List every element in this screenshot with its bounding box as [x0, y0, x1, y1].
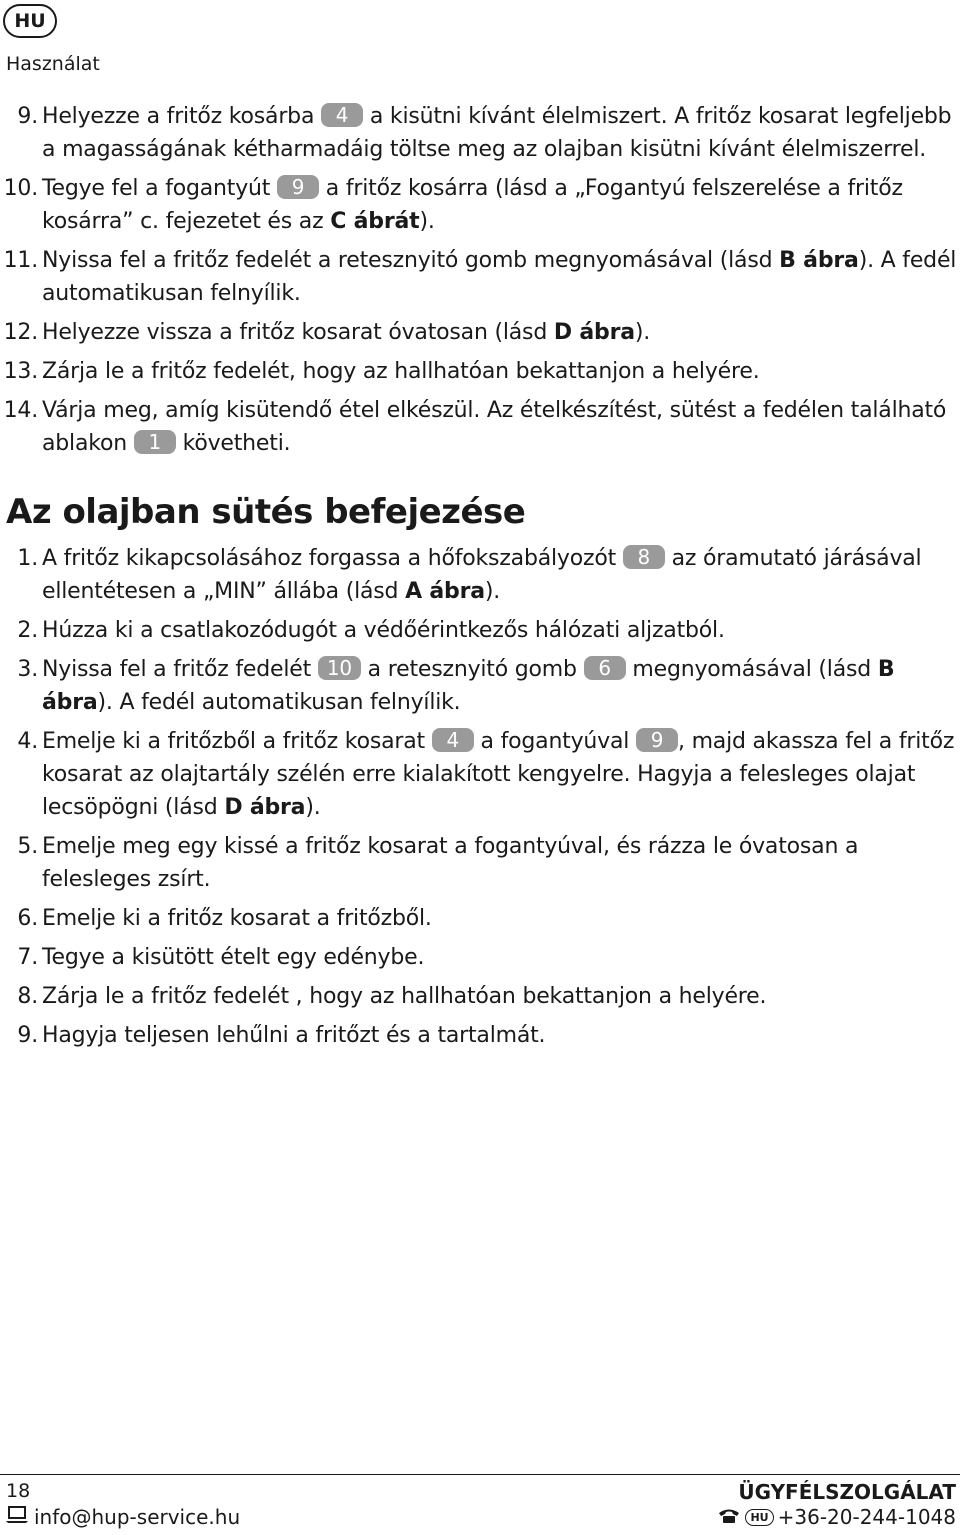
list-item [0, 941, 960, 974]
step-number: 14. [3, 398, 38, 423]
support-phone [717, 1505, 956, 1529]
hu-mark: HU [745, 1509, 773, 1526]
step-text: Zárja le a fritőz fedelét, hogy az hallhatóan bekattanjon a helyére. [42, 359, 760, 384]
step-text: ). A fedél automatikusan felnyílik. [97, 690, 461, 715]
part-reference-badge: 8 [623, 545, 665, 569]
step-text: ). [634, 320, 651, 345]
step-text: az óramutató járásával ellentétesen a „MIN” állába (lásd [42, 546, 922, 604]
step-text: Emelje meg egy kissé a fritőz kosarat a fogantyúval, és rázza le óvatosan a felesleges zsírt. [42, 834, 859, 892]
step-number: 13. [3, 359, 38, 384]
list-item [0, 1019, 960, 1052]
part-reference-badge: 4 [321, 103, 363, 127]
step-number: 8. [17, 984, 38, 1009]
figure-reference: D ábra [224, 795, 306, 820]
list-item [0, 653, 960, 719]
part-reference-badge: 1 [134, 430, 176, 454]
figure-reference: A ábra [405, 579, 485, 604]
step-text: Emelje ki a fritőz kosarat a fritőzből. [42, 906, 432, 931]
steps-list-finishing [0, 542, 960, 1058]
part-reference-badge: 6 [584, 656, 626, 680]
phone-number: +36-20-244-1048 [777, 1505, 956, 1529]
list-item [0, 172, 960, 238]
step-text: Helyezze a fritőz kosárba [42, 104, 322, 129]
step-number: 7. [17, 945, 38, 970]
step-text: Hagyja teljesen lehűlni a fritőzt és a tartalmát. [42, 1023, 546, 1048]
step-text: A fritőz kikapcsolásához forgassa a hőfokszabályozót [42, 546, 623, 571]
section-label: Használat [6, 53, 100, 75]
step-number: 2. [17, 618, 38, 643]
list-item [0, 394, 960, 460]
step-text: ). [484, 579, 501, 604]
step-text: ). [305, 795, 321, 820]
step-text: Várja meg, amíg kisütendő étel elkészül. Az ételkészítést, sütést a fedélen található ablakon [42, 398, 947, 456]
step-text: a retesznyitó gomb [360, 657, 584, 682]
list-item [0, 244, 960, 310]
step-text: Tegye fel a fogantyút [42, 176, 278, 201]
section-heading: Az olajban sütés befejezése [6, 492, 526, 532]
step-text: ). A fedél automatikusan felnyílik. [42, 248, 957, 306]
step-number: 1. [17, 546, 38, 571]
step-number: 6. [17, 906, 38, 931]
step-number: 5. [17, 834, 38, 859]
step-text: Zárja le a fritőz fedelét , hogy az hallhatóan bekattanjon a helyére. [42, 984, 767, 1009]
step-number: 4. [17, 729, 38, 754]
list-item [0, 830, 960, 896]
step-number: 10. [3, 176, 38, 201]
step-text: a fogantyúval [473, 729, 636, 754]
figure-reference: C ábrát [330, 209, 420, 234]
list-item [0, 725, 960, 824]
list-item [0, 316, 960, 349]
laptop-icon [6, 1505, 28, 1529]
list-item [0, 614, 960, 647]
step-text: Nyissa fel a fritőz fedelét a retesznyitó gomb megnyomásával (lásd [42, 248, 780, 273]
figure-reference: B ábra [779, 248, 859, 273]
step-text: Nyissa fel a fritőz fedelét [42, 657, 318, 682]
step-text: a kisütni kívánt élelmiszert. A fritőz kosarat legfeljebb a magasságának kétharmadáig töltse meg az olajban kisütni kívánt élelmiszerrel. [42, 104, 952, 162]
list-item [0, 355, 960, 388]
step-text: Húzza ki a csatlakozódugót a védőérintkezős hálózati aljzatból. [42, 618, 725, 643]
list-item [0, 902, 960, 935]
figure-reference: B ábra [42, 657, 895, 715]
part-reference-badge: 10 [318, 656, 361, 680]
step-text: Tegye a kisütött ételt egy edénybe. [42, 945, 425, 970]
phone-icon [717, 1505, 741, 1529]
step-text: , majd akassza fel a fritőz kosarat az olajtartály szélén erre kialakított kengyelre. Hagyja a felesleges olajat lecsöpögni (lásd [42, 729, 955, 820]
list-item [0, 542, 960, 608]
step-number: 9. [17, 1023, 38, 1048]
part-reference-badge: 9 [277, 175, 319, 199]
step-number: 11. [3, 248, 38, 273]
step-text: megnyomásával (lásd [625, 657, 878, 682]
language-badge: HU [3, 4, 57, 38]
step-text: Helyezze vissza a fritőz kosarat óvatosan (lásd [42, 320, 554, 345]
step-text: követheti. [175, 431, 291, 456]
part-reference-badge: 4 [432, 728, 474, 752]
steps-list-continued [0, 100, 960, 466]
step-number: 3. [17, 657, 38, 682]
footer-divider [0, 1474, 960, 1475]
support-email [6, 1505, 240, 1529]
list-item [0, 100, 960, 166]
figure-reference: D ábra [553, 320, 635, 345]
page-number: 18 [6, 1480, 31, 1502]
service-title: ÜGYFÉLSZOLGÁLAT [738, 1480, 956, 1504]
step-text: ). [419, 209, 435, 234]
step-number: 9. [17, 104, 38, 129]
part-reference-badge: 9 [636, 728, 678, 752]
email-address: info@hup-service.hu [34, 1505, 241, 1529]
step-number: 12. [3, 320, 38, 345]
list-item [0, 980, 960, 1013]
step-text: Emelje ki a fritőzből a fritőz kosarat [42, 729, 432, 754]
step-text: a fritőz kosárra (lásd a „Fogantyú felszerelése a fritőz kosárra” c. fejezetet és az [42, 176, 903, 234]
